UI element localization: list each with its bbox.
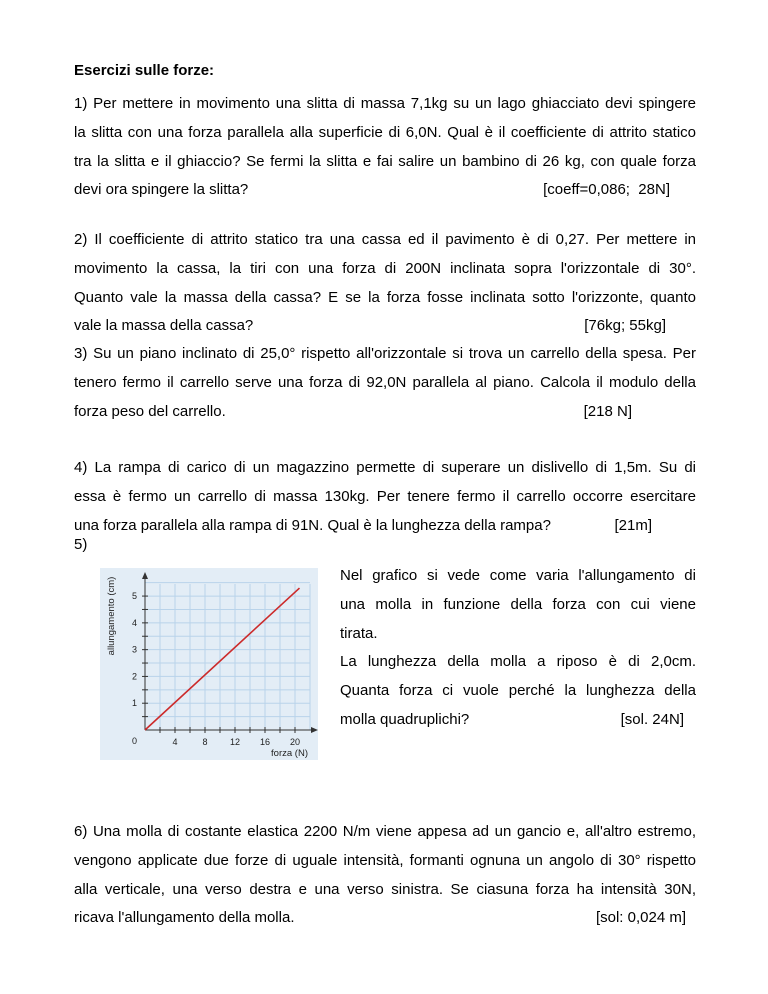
spring-chart (100, 568, 318, 760)
origin-label: 0 (131, 736, 137, 746)
exercise-3-line: 3) Su un piano inclinato di 25,0° rispetto all'orizzontale si trova un carrello della spesa. Per (74, 345, 696, 362)
exercise-1-last-line (74, 176, 696, 205)
exercise-5-last-line (340, 706, 696, 735)
page-title: Esercizi sulle forze: (74, 62, 215, 79)
exercise-4 (74, 454, 696, 540)
exercise-5-answer: [sol. 24N] (620, 710, 684, 728)
exercise-1-line: tra la slitta e il ghiaccio? Se fermi la slitta e fai salire un bambino di 26 kg, con quale forza (74, 152, 696, 170)
exercise-1-line: devi ora spingere la slitta? (74, 181, 249, 199)
x-tick-label: 12 (229, 737, 241, 747)
exercise-5-line: Nel grafico si vede come varia l'allungamento di (340, 567, 696, 584)
exercise-1-line: 1) Per mettere in movimento una slitta di massa 7,1kg su un lago ghiacciato devi spingere (74, 95, 696, 112)
exercise-5-line: tirata. (340, 624, 378, 642)
exercise-6-last-line (74, 904, 696, 933)
exercise-2-line: Quanto vale la massa della cassa? E se la forza fosse inclinata sotto l'orizzonte, quanto (74, 288, 696, 306)
y-tick-label: 4 (131, 617, 137, 628)
y-axis-arrow (142, 572, 148, 579)
exercise-5-line: molla quadruplichi? (340, 710, 470, 728)
exercise-5-line: una molla in funzione della forza con cui viene (340, 595, 696, 613)
exercise-6-line: ricava l'allungamento della molla. (74, 909, 295, 927)
x-axis-arrow (311, 727, 318, 733)
y-tick-label: 5 (131, 591, 137, 602)
exercise-3-line: tenero fermo il carrello serve una forza di 92,0N parallela al piano. Calcola il modulo della (74, 373, 696, 391)
exercise-6-line: alla verticale, una verso destra e una verso sinistra. Se ciasuna forza ha intensità 30N, (74, 880, 696, 898)
exercise-6-line: 6) Una molla di costante elastica 2200 N/m viene appesa ad un gancio e, all'altro estremo, (74, 823, 696, 840)
exercise-5-label: 5) (74, 536, 88, 553)
exercise-3-last-line (74, 398, 696, 427)
exercise-3-line: forza peso del carrello. (74, 402, 226, 420)
exercise-2-line: 2) Il coefficiente di attrito statico tra una cassa ed il pavimento è di 0,27. Per mettere in (74, 231, 696, 248)
exercise-2-line: vale la massa della cassa? (74, 317, 254, 335)
exercise-1 (74, 90, 696, 205)
exercise-4-answer: [21m] (614, 516, 652, 534)
exercise-5-line: Quanta forza ci vuole perché la lunghezza della (340, 682, 696, 700)
x-axis-label: forza (N) (271, 748, 308, 759)
exercise-6-answer: [sol: 0,024 m] (595, 909, 686, 927)
exercise-6-line: vengono applicate due forze di uguale intensità, formanti ognuna un angolo di 30° rispetto (74, 851, 696, 869)
exercise-3-answer: [218 N] (583, 402, 632, 420)
y-tick-label: 1 (131, 698, 137, 709)
exercise-5-line: La lunghezza della molla a riposo è di 2,0cm. (340, 653, 696, 671)
x-tick-label: 8 (202, 737, 208, 747)
exercise-5-text (340, 562, 696, 735)
exercise-4-last-line (74, 512, 696, 541)
x-tick-label: 4 (172, 737, 178, 747)
exercise-1-line: la slitta con una forza parallela alla superficie di 6,0N. Qual è il coefficiente di attrito statico (74, 123, 696, 141)
exercise-2 (74, 226, 696, 341)
x-tick-label: 20 (289, 737, 301, 747)
exercise-2-last-line (74, 312, 696, 341)
exercise-4-line: una forza parallela alla rampa di 91N. Qual è la lunghezza della rampa? (74, 516, 551, 534)
exercise-1-answer: [coeff=0,086; 28N] (543, 181, 670, 199)
exercise-3 (74, 340, 696, 426)
y-tick-label: 2 (131, 671, 137, 682)
spring-chart-svg (100, 568, 318, 760)
exercise-4-line: essa è fermo un carrello di massa 130kg. Per tenere fermo il carrello occorre esercitare (74, 487, 696, 505)
exercise-2-answer: [76kg; 55kg] (584, 317, 666, 335)
exercise-4-line: 4) La rampa di carico di un magazzino permette di superare un dislivello di 1,5m. Su di (74, 459, 696, 476)
y-axis-label: allungamento (cm) (106, 576, 117, 656)
y-tick-label: 3 (131, 644, 137, 655)
x-tick-label: 16 (259, 737, 271, 747)
exercise-2-line: movimento la cassa, la tiri con una forza di 200N inclinata sopra l'orizzontale di 30°. (74, 259, 696, 277)
exercise-6 (74, 818, 696, 933)
